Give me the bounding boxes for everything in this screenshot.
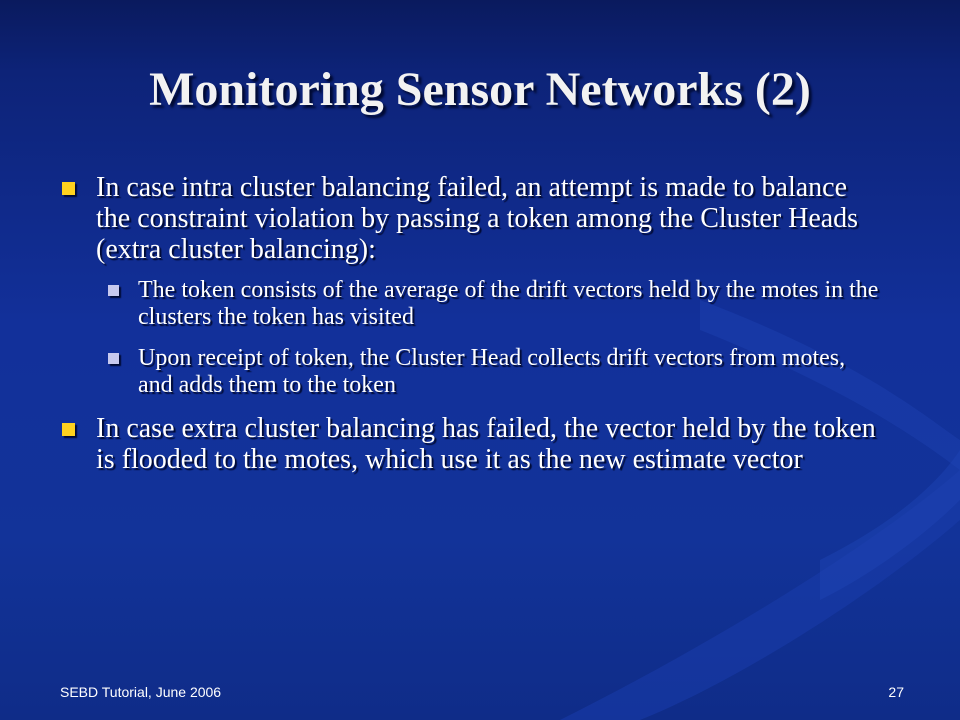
bullet-text: In case extra cluster balancing has failed, the vector held by the token is flooded to the motes, which use it as the new estimate vector (96, 413, 876, 475)
sub-bullet-text: The token consists of the average of the drift vectors held by the motes in the clusters the token has visited (138, 277, 879, 330)
footer-text: SEBD Tutorial, June 2006 (60, 684, 222, 700)
slide-content (60, 172, 880, 487)
square-bullet-icon (108, 285, 119, 296)
square-bullet-icon (62, 423, 75, 436)
square-bullet-icon (62, 182, 75, 195)
sub-bullet-item (106, 277, 880, 331)
bullet-item (60, 172, 880, 265)
sub-bullet-item (106, 345, 880, 399)
bullet-text: In case intra cluster balancing failed, an attempt is made to balance the constraint violation by passing a token among the Cluster Heads (extra cluster balancing): (96, 172, 859, 265)
square-bullet-icon (108, 353, 119, 364)
bullet-item (60, 413, 880, 475)
slide-title: Monitoring Sensor Networks (2) (149, 63, 811, 116)
page-number: 27 (888, 684, 904, 700)
sub-bullet-text: Upon receipt of token, the Cluster Head collects drift vectors from motes, and adds them to the token (138, 345, 846, 398)
